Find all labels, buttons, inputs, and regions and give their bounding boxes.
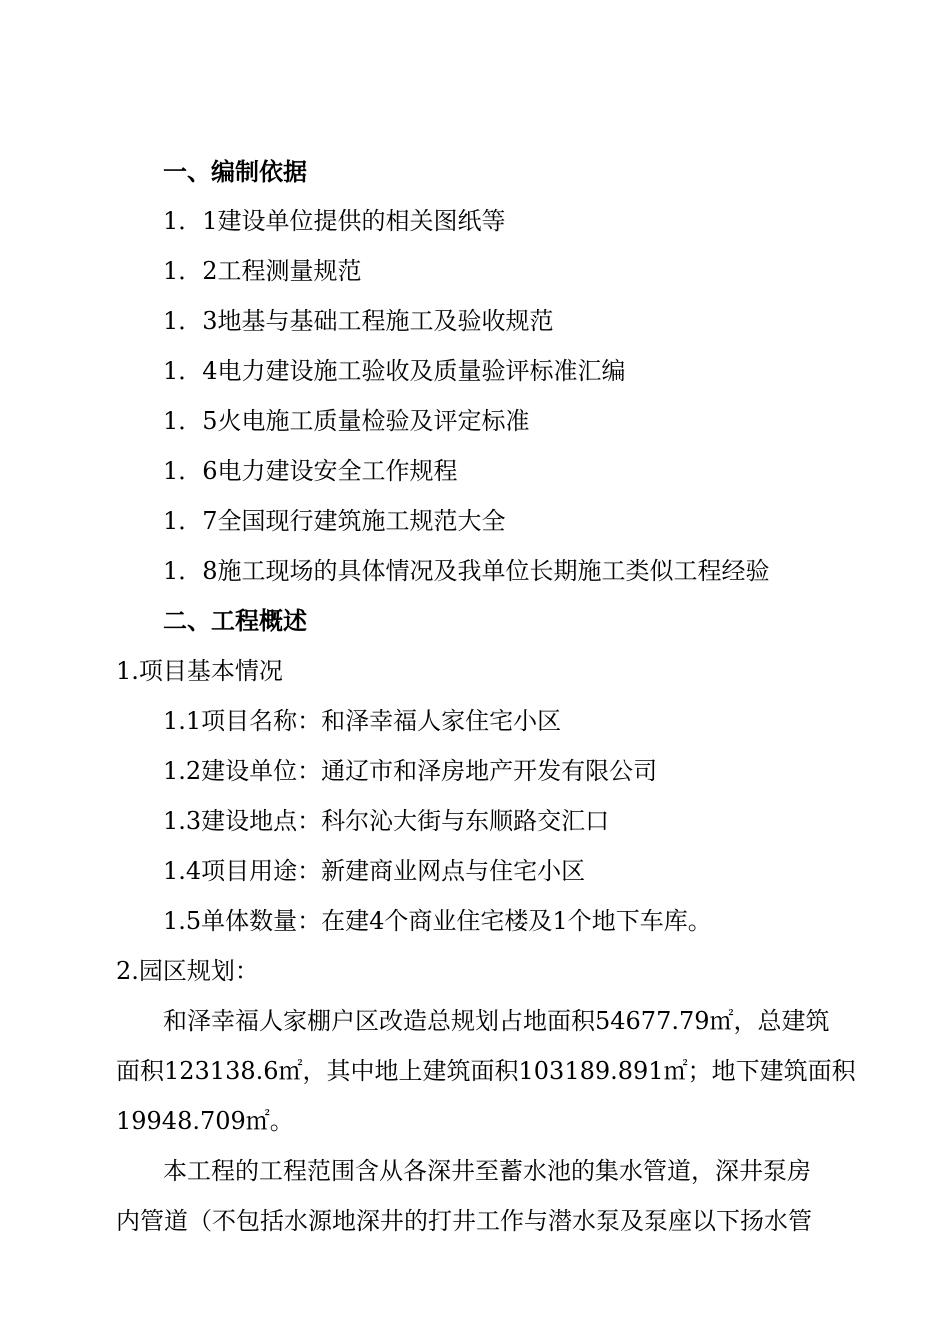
paragraph-line: 19948.709㎡。 — [116, 1107, 294, 1135]
basis-item: 1．4电力建设施工验收及质量验评标准汇编 — [163, 357, 626, 385]
subsection-title: 1.项目基本情况 — [116, 657, 283, 685]
basis-item: 1．3地基与基础工程施工及验收规范 — [163, 307, 554, 335]
basis-item: 1．2工程测量规范 — [163, 257, 362, 285]
basis-item: 1．7全国现行建筑施工规范大全 — [163, 507, 506, 535]
paragraph-line: 内管道（不包括水源地深井的打井工作与潜水泵及泵座以下扬水管 — [116, 1207, 812, 1235]
project-info-item: 1.4项目用途：新建商业网点与住宅小区 — [163, 857, 586, 885]
subsection-title: 2.园区规划： — [116, 957, 259, 985]
basis-item: 1．5火电施工质量检验及评定标准 — [163, 407, 530, 435]
project-info-item: 1.3建设地点：科尔沁大街与东顺路交汇口 — [163, 807, 610, 835]
project-info-item: 1.1项目名称：和泽幸福人家住宅小区 — [163, 707, 562, 735]
paragraph-line: 和泽幸福人家棚户区改造总规划占地面积54677.79㎡，总建筑 — [163, 1007, 830, 1035]
section2-heading: 二、工程概述 — [163, 606, 307, 635]
section1-heading: 一、编制依据 — [163, 157, 307, 186]
paragraph-line: 本工程的工程范围含从各深井至蓄水池的集水管道，深井泵房 — [163, 1157, 811, 1185]
paragraph-line: 面积123138.6㎡，其中地上建筑面积103189.891㎡；地下建筑面积 — [116, 1057, 856, 1085]
basis-item: 1．8施工现场的具体情况及我单位长期施工类似工程经验 — [163, 557, 770, 585]
project-info-item: 1.5单体数量：在建4个商业住宅楼及1个地下车库。 — [163, 907, 712, 935]
project-info-item: 1.2建设单位：通辽市和泽房地产开发有限公司 — [163, 757, 658, 785]
basis-item: 1．6电力建设安全工作规程 — [163, 457, 458, 485]
basis-item: 1．1建设单位提供的相关图纸等 — [163, 207, 506, 235]
